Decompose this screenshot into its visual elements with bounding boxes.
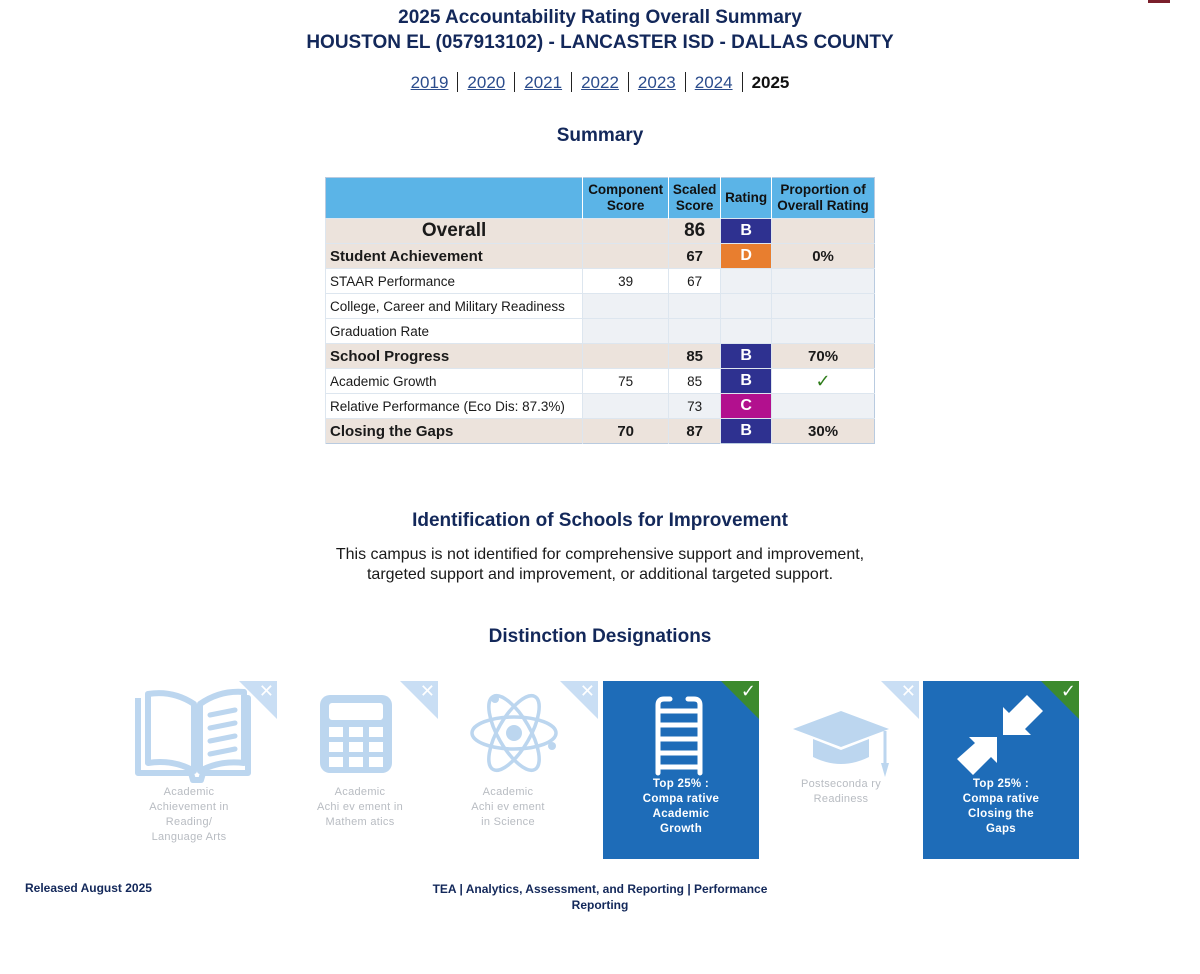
release-date: Released August 2025 [25, 881, 152, 895]
ccmr-scaled [669, 294, 721, 319]
book-icon [121, 681, 277, 786]
graduation-rating [721, 319, 772, 344]
arrows-converge-icon [923, 681, 1079, 786]
staar-label: STAAR Performance [326, 269, 583, 294]
check-icon: ✓ [1060, 681, 1076, 701]
header-scaled-score: Scaled Score [669, 178, 721, 219]
student-achievement-rating-badge: D [721, 244, 772, 269]
tile-label-line: Mathem atics [325, 816, 395, 828]
tile-label [771, 777, 911, 807]
year-link-2024[interactable]: 2024 [694, 73, 733, 92]
table-row-school-progress [326, 344, 875, 369]
tile-label-line: Achievement in [149, 801, 229, 813]
distinction-tile-postsecondary [763, 681, 919, 859]
check-icon: ✓ [740, 681, 756, 701]
tile-label [611, 777, 751, 837]
staar-proportion [772, 269, 875, 294]
atom-icon [442, 681, 598, 786]
tile-label-line: Reading/ [165, 816, 213, 828]
graduation-cap-icon [763, 681, 919, 786]
tile-label-line: Academic [163, 786, 215, 798]
year-link-2022[interactable]: 2022 [581, 73, 619, 92]
distinction-tile-science [442, 681, 598, 859]
summary-heading: Summary [556, 125, 644, 146]
table-row-closing-gaps [326, 419, 875, 444]
table-row-relative-performance [326, 394, 875, 419]
tile-label-line: in Science [481, 816, 535, 828]
distinction-tile-math [282, 681, 438, 859]
tile-label-line: Closing the [968, 808, 1034, 820]
x-icon: ✕ [900, 681, 916, 701]
tile-label [119, 785, 259, 845]
ccmr-rating [721, 294, 772, 319]
tile-label-line: Compa rative [962, 793, 1040, 805]
year-link-2020[interactable]: 2020 [467, 73, 506, 92]
tile-label-line: Academic [334, 786, 386, 798]
distinction-tile-growth [603, 681, 759, 859]
relative-performance-proportion [772, 394, 875, 419]
school-progress-proportion: 70% [772, 344, 875, 369]
tile-label [438, 785, 578, 830]
tile-label-line: Academic [652, 808, 710, 820]
staar-rating [721, 269, 772, 294]
relative-performance-component [583, 394, 669, 419]
table-row-academic-growth [326, 369, 875, 394]
x-icon: ✕ [579, 681, 595, 701]
closing-gaps-proportion: 30% [772, 419, 875, 444]
school-progress-label: School Progress [326, 344, 583, 369]
closing-gaps-label: Closing the Gaps [326, 419, 583, 444]
tile-label-line: Achi ev ement [471, 801, 545, 813]
summary-table [325, 177, 875, 444]
tile-label-line: Language Arts [151, 831, 227, 843]
staar-component: 39 [583, 269, 669, 294]
graduation-component [583, 319, 669, 344]
identification-line-1: This campus is not identified for comprehensive support and improvement, [335, 546, 865, 563]
distinction-tile-reading [121, 681, 277, 859]
tile-label-line: Postseconda ry [800, 778, 882, 790]
academic-growth-label: Academic Growth [326, 369, 583, 394]
year-current: 2025 [751, 73, 790, 92]
ccmr-label: College, Career and Military Readiness [326, 294, 583, 319]
relative-performance-label: Relative Performance (Eco Dis: 87.3%) [326, 394, 583, 419]
overall-proportion [772, 219, 875, 244]
school-progress-rating-badge: B [721, 344, 772, 369]
year-link-2023[interactable]: 2023 [637, 73, 676, 92]
footer-line-2: Reporting [571, 898, 629, 912]
table-row-staar [326, 269, 875, 294]
distinctions-heading: Distinction Designations [488, 626, 712, 647]
academic-growth-rating-badge: B [721, 369, 772, 394]
student-achievement-proportion: 0% [772, 244, 875, 269]
student-achievement-scaled: 67 [669, 244, 721, 269]
overall-label: Overall [326, 219, 583, 244]
graduation-label: Graduation Rate [326, 319, 583, 344]
tile-label-line: Top 25% : [652, 778, 710, 790]
tile-label-line: Academic [482, 786, 534, 798]
academic-growth-proportion [772, 369, 875, 394]
checkmark-icon: ✓ [815, 370, 831, 391]
closing-gaps-component: 70 [583, 419, 669, 444]
academic-growth-component: 75 [583, 369, 669, 394]
ladder-icon [603, 681, 759, 786]
header-proportion: Proportion of Overall Rating [772, 178, 875, 219]
graduation-scaled [669, 319, 721, 344]
distinction-tile-closing-gaps [923, 681, 1079, 859]
identification-line-2: targeted support and improvement, or additional targeted support. [366, 566, 834, 583]
table-header-row [326, 178, 875, 219]
academic-growth-scaled: 85 [669, 369, 721, 394]
ccmr-proportion [772, 294, 875, 319]
tile-label-line: Growth [659, 823, 703, 835]
graduation-proportion [772, 319, 875, 344]
tile-label [290, 785, 430, 830]
tile-label-line: Top 25% : [972, 778, 1030, 790]
year-link-2021[interactable]: 2021 [524, 73, 563, 92]
tile-label [931, 777, 1071, 837]
year-link-2019[interactable]: 2019 [410, 73, 449, 92]
header-component-score: Component Score [583, 178, 669, 219]
identification-heading: Identification of Schools for Improvement [412, 510, 788, 531]
overall-scaled: 86 [669, 219, 721, 244]
page-title: 2025 Accountability Rating Overall Summary [398, 7, 802, 28]
student-achievement-label: Student Achievement [326, 244, 583, 269]
student-achievement-component [583, 244, 669, 269]
table-row-student-achievement [326, 244, 875, 269]
school-progress-component [583, 344, 669, 369]
closing-gaps-scaled: 87 [669, 419, 721, 444]
header-rating: Rating [721, 178, 772, 219]
closing-gaps-rating-badge: B [721, 419, 772, 444]
overall-rating-badge: B [721, 219, 772, 244]
table-row-overall [326, 219, 875, 244]
overall-component [583, 219, 669, 244]
header-blank [326, 178, 583, 219]
tile-label-line: Gaps [986, 823, 1016, 835]
table-row-ccmr [326, 294, 875, 319]
footer-credits [425, 881, 775, 913]
calculator-icon [282, 681, 438, 786]
tile-label-line: Compa rative [642, 793, 720, 805]
tile-label-line: Achi ev ement in [316, 801, 404, 813]
corner-decoration [1148, 0, 1170, 3]
campus-subtitle: HOUSTON EL (057913102) - LANCASTER ISD - DALLAS COUNTY [306, 32, 894, 53]
relative-performance-rating-badge: C [721, 394, 772, 419]
footer-line-1: TEA | Analytics, Assessment, and Reporting | Performance [432, 882, 768, 896]
identification-text [0, 545, 1200, 585]
x-icon: ✕ [419, 681, 435, 701]
ccmr-component [583, 294, 669, 319]
year-navigation [0, 72, 1200, 93]
tile-label-line: Readiness [813, 793, 869, 805]
staar-scaled: 67 [669, 269, 721, 294]
x-icon: ✕ [258, 681, 274, 701]
relative-performance-scaled: 73 [669, 394, 721, 419]
table-row-graduation [326, 319, 875, 344]
school-progress-scaled: 85 [669, 344, 721, 369]
